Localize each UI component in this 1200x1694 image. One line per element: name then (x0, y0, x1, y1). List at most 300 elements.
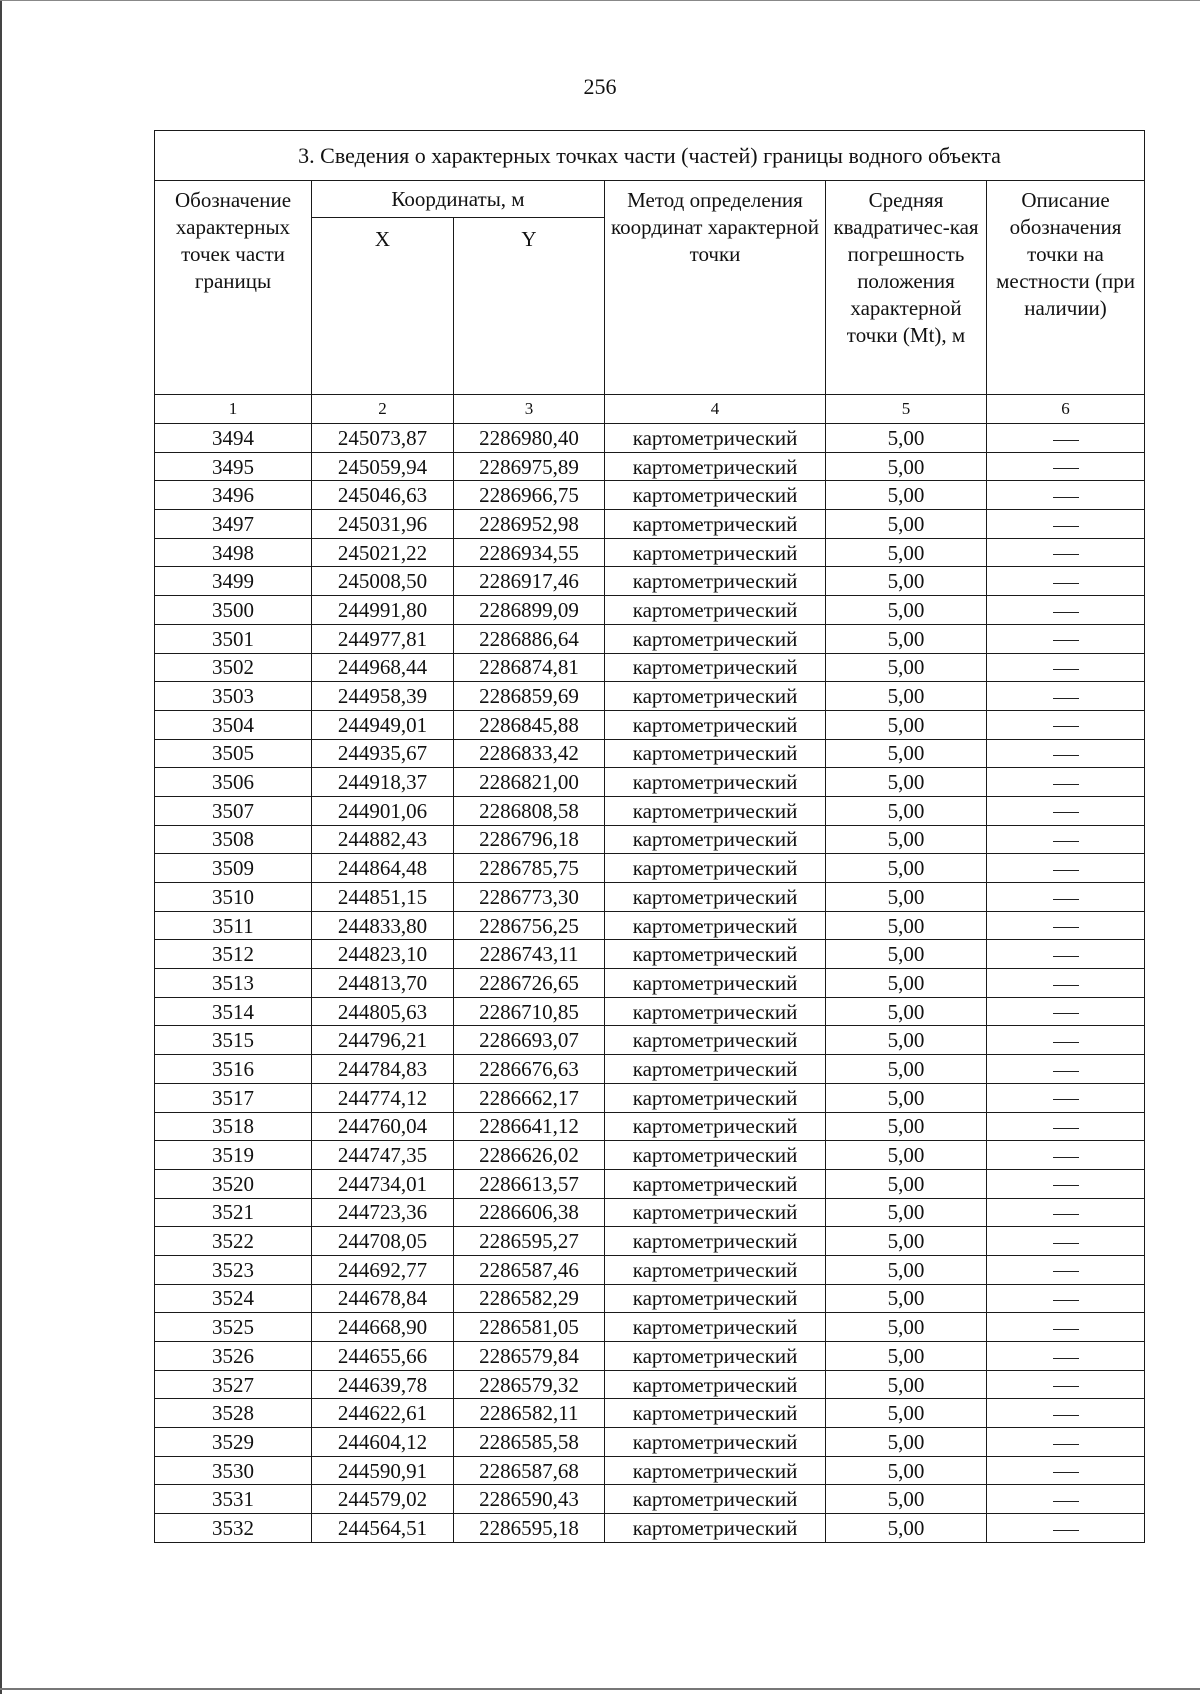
description-cell (987, 1169, 1145, 1198)
x-coordinate-cell: 244833,80 (312, 911, 454, 940)
point-id-cell: 3502 (155, 653, 312, 682)
method-cell: картометрический (605, 1227, 826, 1256)
description-cell (987, 682, 1145, 711)
y-coordinate-cell: 2286975,89 (454, 452, 605, 481)
method-cell: картометрический (605, 710, 826, 739)
header-y: Y (454, 218, 605, 395)
y-coordinate-cell: 2286582,11 (454, 1399, 605, 1428)
table-row (155, 1026, 1145, 1055)
dash-mark (1053, 985, 1079, 986)
table-row (155, 1055, 1145, 1084)
error-cell: 5,00 (826, 1342, 987, 1371)
error-cell: 5,00 (826, 1399, 987, 1428)
dash-mark (1053, 1329, 1079, 1330)
y-coordinate-cell: 2286582,29 (454, 1284, 605, 1313)
method-cell: картометрический (605, 911, 826, 940)
x-coordinate-cell: 245046,63 (312, 481, 454, 510)
point-id-cell: 3517 (155, 1083, 312, 1112)
method-cell: картометрический (605, 997, 826, 1026)
error-cell: 5,00 (826, 1055, 987, 1084)
error-cell: 5,00 (826, 596, 987, 625)
dash-mark (1053, 956, 1079, 957)
dash-mark (1053, 583, 1079, 584)
method-cell: картометрический (605, 1169, 826, 1198)
description-cell (987, 1456, 1145, 1485)
table-row (155, 682, 1145, 711)
column-number: 1 (155, 395, 312, 424)
dash-mark (1053, 1185, 1079, 1186)
dash-mark (1053, 1214, 1079, 1215)
scan-edge-bottom (0, 1688, 1200, 1690)
table-row (155, 1083, 1145, 1112)
dash-mark (1053, 1358, 1079, 1359)
table-row (155, 1342, 1145, 1371)
table-row (155, 1370, 1145, 1399)
table-row (155, 997, 1145, 1026)
error-cell: 5,00 (826, 825, 987, 854)
point-id-cell: 3497 (155, 510, 312, 539)
y-coordinate-cell: 2286710,85 (454, 997, 605, 1026)
method-cell: картометрический (605, 1370, 826, 1399)
point-id-cell: 3499 (155, 567, 312, 596)
dash-mark (1053, 927, 1079, 928)
table-row (155, 1284, 1145, 1313)
description-cell (987, 596, 1145, 625)
x-coordinate-cell: 244590,91 (312, 1456, 454, 1485)
method-cell: картометрический (605, 796, 826, 825)
table-row (155, 969, 1145, 998)
error-cell: 5,00 (826, 1456, 987, 1485)
method-cell: картометрический (605, 1198, 826, 1227)
y-coordinate-cell: 2286726,65 (454, 969, 605, 998)
description-cell (987, 1428, 1145, 1457)
description-cell (987, 854, 1145, 883)
description-cell (987, 1514, 1145, 1543)
table-row (155, 1399, 1145, 1428)
table-row (155, 739, 1145, 768)
method-cell: картометрический (605, 940, 826, 969)
description-cell (987, 1083, 1145, 1112)
boundary-points-table (154, 130, 1145, 1543)
point-id-cell: 3521 (155, 1198, 312, 1227)
column-number: 4 (605, 395, 826, 424)
y-coordinate-cell: 2286821,00 (454, 768, 605, 797)
description-cell (987, 1284, 1145, 1313)
y-coordinate-cell: 2286773,30 (454, 883, 605, 912)
method-cell: картометрический (605, 1055, 826, 1084)
method-cell: картометрический (605, 883, 826, 912)
x-coordinate-cell: 244678,84 (312, 1284, 454, 1313)
dash-mark (1053, 1271, 1079, 1272)
error-cell: 5,00 (826, 1428, 987, 1457)
description-cell (987, 624, 1145, 653)
table-row (155, 825, 1145, 854)
dash-mark (1053, 755, 1079, 756)
error-cell: 5,00 (826, 1255, 987, 1284)
error-cell: 5,00 (826, 1026, 987, 1055)
point-id-cell: 3496 (155, 481, 312, 510)
point-id-cell: 3495 (155, 452, 312, 481)
method-cell: картометрический (605, 1399, 826, 1428)
dash-mark (1053, 1071, 1079, 1072)
point-id-cell: 3522 (155, 1227, 312, 1256)
error-cell: 5,00 (826, 854, 987, 883)
method-cell: картометрический (605, 682, 826, 711)
description-cell (987, 1313, 1145, 1342)
description-cell (987, 1399, 1145, 1428)
y-coordinate-cell: 2286590,43 (454, 1485, 605, 1514)
dash-mark (1053, 899, 1079, 900)
point-id-cell: 3520 (155, 1169, 312, 1198)
error-cell: 5,00 (826, 739, 987, 768)
error-cell: 5,00 (826, 1198, 987, 1227)
point-id-cell: 3516 (155, 1055, 312, 1084)
x-coordinate-cell: 244708,05 (312, 1227, 454, 1256)
y-coordinate-cell: 2286587,68 (454, 1456, 605, 1485)
page-number: 256 (583, 74, 617, 99)
dash-mark (1053, 497, 1079, 498)
description-cell (987, 768, 1145, 797)
point-id-cell: 3506 (155, 768, 312, 797)
description-cell (987, 452, 1145, 481)
y-coordinate-cell: 2286859,69 (454, 682, 605, 711)
point-id-cell: 3494 (155, 424, 312, 453)
y-coordinate-cell: 2286899,09 (454, 596, 605, 625)
x-coordinate-cell: 245059,94 (312, 452, 454, 481)
point-id-cell: 3514 (155, 997, 312, 1026)
description-cell (987, 997, 1145, 1026)
x-coordinate-cell: 244668,90 (312, 1313, 454, 1342)
error-cell: 5,00 (826, 481, 987, 510)
error-cell: 5,00 (826, 796, 987, 825)
method-cell: картометрический (605, 1141, 826, 1170)
error-cell: 5,00 (826, 1485, 987, 1514)
error-cell: 5,00 (826, 768, 987, 797)
dash-mark (1053, 554, 1079, 555)
description-cell (987, 911, 1145, 940)
dash-mark (1053, 1501, 1079, 1502)
method-cell: картометрический (605, 1083, 826, 1112)
header-x: X (312, 218, 454, 395)
dash-mark (1053, 1300, 1079, 1301)
table-row (155, 911, 1145, 940)
y-coordinate-cell: 2286579,84 (454, 1342, 605, 1371)
y-coordinate-cell: 2286693,07 (454, 1026, 605, 1055)
point-id-cell: 3510 (155, 883, 312, 912)
y-coordinate-cell: 2286587,46 (454, 1255, 605, 1284)
dash-mark (1053, 669, 1079, 670)
y-coordinate-cell: 2286641,12 (454, 1112, 605, 1141)
error-cell: 5,00 (826, 1284, 987, 1313)
error-cell: 5,00 (826, 911, 987, 940)
x-coordinate-cell: 244882,43 (312, 825, 454, 854)
x-coordinate-cell: 244655,66 (312, 1342, 454, 1371)
point-id-cell: 3498 (155, 538, 312, 567)
table-row (155, 940, 1145, 969)
error-cell: 5,00 (826, 567, 987, 596)
method-cell: картометрический (605, 1342, 826, 1371)
dash-mark (1053, 870, 1079, 871)
error-cell: 5,00 (826, 710, 987, 739)
method-cell: картометрический (605, 1284, 826, 1313)
x-coordinate-cell: 244564,51 (312, 1514, 454, 1543)
x-coordinate-cell: 244734,01 (312, 1169, 454, 1198)
column-number: 2 (312, 395, 454, 424)
table-row (155, 1141, 1145, 1170)
method-cell: картометрический (605, 768, 826, 797)
dash-mark (1053, 440, 1079, 441)
table-row (155, 624, 1145, 653)
y-coordinate-cell: 2286581,05 (454, 1313, 605, 1342)
method-cell: картометрический (605, 452, 826, 481)
dash-mark (1053, 1013, 1079, 1014)
error-cell: 5,00 (826, 969, 987, 998)
description-cell (987, 1342, 1145, 1371)
dash-mark (1053, 726, 1079, 727)
header-description: Описание обозначения точки на местности (при наличии) (987, 181, 1145, 395)
method-cell: картометрический (605, 1313, 826, 1342)
point-id-cell: 3513 (155, 969, 312, 998)
x-coordinate-cell: 244622,61 (312, 1399, 454, 1428)
table-body (155, 424, 1145, 1543)
point-id-cell: 3526 (155, 1342, 312, 1371)
point-id-cell: 3503 (155, 682, 312, 711)
point-id-cell: 3504 (155, 710, 312, 739)
x-coordinate-cell: 244958,39 (312, 682, 454, 711)
table-row (155, 596, 1145, 625)
table-row (155, 481, 1145, 510)
y-coordinate-cell: 2286662,17 (454, 1083, 605, 1112)
dash-mark (1053, 1099, 1079, 1100)
error-cell: 5,00 (826, 424, 987, 453)
description-cell (987, 796, 1145, 825)
point-id-cell: 3528 (155, 1399, 312, 1428)
table-row (155, 1456, 1145, 1485)
description-cell (987, 1055, 1145, 1084)
method-cell: картометрический (605, 854, 826, 883)
method-cell: картометрический (605, 653, 826, 682)
dash-mark (1053, 698, 1079, 699)
table-row (155, 854, 1145, 883)
dash-mark (1053, 812, 1079, 813)
y-coordinate-cell: 2286966,75 (454, 481, 605, 510)
x-coordinate-cell: 244977,81 (312, 624, 454, 653)
dash-mark (1053, 1444, 1079, 1445)
method-cell: картометрический (605, 1026, 826, 1055)
error-cell: 5,00 (826, 1141, 987, 1170)
description-cell (987, 1227, 1145, 1256)
point-id-cell: 3507 (155, 796, 312, 825)
y-coordinate-cell: 2286980,40 (454, 424, 605, 453)
description-cell (987, 1198, 1145, 1227)
y-coordinate-cell: 2286595,18 (454, 1514, 605, 1543)
table-row (155, 1485, 1145, 1514)
description-cell (987, 567, 1145, 596)
description-cell (987, 653, 1145, 682)
x-coordinate-cell: 244805,63 (312, 997, 454, 1026)
description-cell (987, 883, 1145, 912)
point-id-cell: 3501 (155, 624, 312, 653)
error-cell: 5,00 (826, 682, 987, 711)
error-cell: 5,00 (826, 452, 987, 481)
column-number: 6 (987, 395, 1145, 424)
x-coordinate-cell: 244579,02 (312, 1485, 454, 1514)
table-row (155, 768, 1145, 797)
dash-mark (1053, 1157, 1079, 1158)
x-coordinate-cell: 244760,04 (312, 1112, 454, 1141)
y-coordinate-cell: 2286743,11 (454, 940, 605, 969)
x-coordinate-cell: 244813,70 (312, 969, 454, 998)
description-cell (987, 1370, 1145, 1399)
point-id-cell: 3511 (155, 911, 312, 940)
table-row (155, 1227, 1145, 1256)
error-cell: 5,00 (826, 510, 987, 539)
dash-mark (1053, 1243, 1079, 1244)
x-coordinate-cell: 244968,44 (312, 653, 454, 682)
error-cell: 5,00 (826, 940, 987, 969)
error-cell: 5,00 (826, 538, 987, 567)
dash-mark (1053, 841, 1079, 842)
point-id-cell: 3527 (155, 1370, 312, 1399)
x-coordinate-cell: 244864,48 (312, 854, 454, 883)
method-cell: картометрический (605, 1428, 826, 1457)
method-cell: картометрический (605, 538, 826, 567)
point-id-cell: 3523 (155, 1255, 312, 1284)
dash-mark (1053, 468, 1079, 469)
scan-edge-top (0, 0, 1200, 1)
dash-mark (1053, 526, 1079, 527)
header-error: Средняя квадратичес-кая погрешность положения характерной точки (Mt), м (826, 181, 987, 395)
description-cell (987, 1026, 1145, 1055)
description-cell (987, 1112, 1145, 1141)
x-coordinate-cell: 244774,12 (312, 1083, 454, 1112)
y-coordinate-cell: 2286845,88 (454, 710, 605, 739)
x-coordinate-cell: 244639,78 (312, 1370, 454, 1399)
description-cell (987, 1485, 1145, 1514)
description-cell (987, 424, 1145, 453)
table-row (155, 567, 1145, 596)
description-cell (987, 710, 1145, 739)
y-coordinate-cell: 2286585,58 (454, 1428, 605, 1457)
table-row (155, 1428, 1145, 1457)
header-coordinates: Координаты, м (312, 181, 605, 218)
y-coordinate-cell: 2286934,55 (454, 538, 605, 567)
point-id-cell: 3519 (155, 1141, 312, 1170)
point-id-cell: 3508 (155, 825, 312, 854)
description-cell (987, 739, 1145, 768)
x-coordinate-cell: 244723,36 (312, 1198, 454, 1227)
dash-mark (1053, 1530, 1079, 1531)
dash-mark (1053, 1042, 1079, 1043)
table-row (155, 538, 1145, 567)
y-coordinate-cell: 2286808,58 (454, 796, 605, 825)
point-id-cell: 3525 (155, 1313, 312, 1342)
error-cell: 5,00 (826, 1112, 987, 1141)
x-coordinate-cell: 245073,87 (312, 424, 454, 453)
method-cell: картометрический (605, 1255, 826, 1284)
x-coordinate-cell: 244949,01 (312, 710, 454, 739)
error-cell: 5,00 (826, 624, 987, 653)
y-coordinate-cell: 2286917,46 (454, 567, 605, 596)
table-row (155, 1255, 1145, 1284)
method-cell: картометрический (605, 1456, 826, 1485)
x-coordinate-cell: 244747,35 (312, 1141, 454, 1170)
method-cell: картометрический (605, 1485, 826, 1514)
dash-mark (1053, 1386, 1079, 1387)
dash-mark (1053, 1472, 1079, 1473)
table-row (155, 510, 1145, 539)
point-id-cell: 3531 (155, 1485, 312, 1514)
table-row (155, 796, 1145, 825)
description-cell (987, 1141, 1145, 1170)
method-cell: картометрический (605, 481, 826, 510)
description-cell (987, 538, 1145, 567)
error-cell: 5,00 (826, 1370, 987, 1399)
y-coordinate-cell: 2286796,18 (454, 825, 605, 854)
method-cell: картометрический (605, 567, 826, 596)
description-cell (987, 940, 1145, 969)
method-cell: картометрический (605, 825, 826, 854)
method-cell: картометрический (605, 739, 826, 768)
point-id-cell: 3500 (155, 596, 312, 625)
header-method: Метод определения координат характерной точки (605, 181, 826, 395)
y-coordinate-cell: 2286886,64 (454, 624, 605, 653)
x-coordinate-cell: 245008,50 (312, 567, 454, 596)
x-coordinate-cell: 244991,80 (312, 596, 454, 625)
method-cell: картометрический (605, 424, 826, 453)
x-coordinate-cell: 244692,77 (312, 1255, 454, 1284)
x-coordinate-cell: 244918,37 (312, 768, 454, 797)
x-coordinate-cell: 244784,83 (312, 1055, 454, 1084)
x-coordinate-cell: 244935,67 (312, 739, 454, 768)
x-coordinate-cell: 245031,96 (312, 510, 454, 539)
column-number: 5 (826, 395, 987, 424)
table-row (155, 883, 1145, 912)
description-cell (987, 825, 1145, 854)
point-id-cell: 3518 (155, 1112, 312, 1141)
table-row (155, 1198, 1145, 1227)
method-cell: картометрический (605, 624, 826, 653)
x-coordinate-cell: 244823,10 (312, 940, 454, 969)
column-number: 3 (454, 395, 605, 424)
x-coordinate-cell: 244604,12 (312, 1428, 454, 1457)
table-row (155, 1169, 1145, 1198)
y-coordinate-cell: 2286952,98 (454, 510, 605, 539)
table-title: 3. Сведения о характерных точках части (частей) границы водного объекта (155, 131, 1145, 181)
method-cell: картометрический (605, 510, 826, 539)
point-id-cell: 3532 (155, 1514, 312, 1543)
method-cell: картометрический (605, 969, 826, 998)
y-coordinate-cell: 2286874,81 (454, 653, 605, 682)
scan-edge (0, 0, 2, 1694)
y-coordinate-cell: 2286613,57 (454, 1169, 605, 1198)
error-cell: 5,00 (826, 653, 987, 682)
error-cell: 5,00 (826, 883, 987, 912)
dash-mark (1053, 640, 1079, 641)
error-cell: 5,00 (826, 1169, 987, 1198)
table-row (155, 1514, 1145, 1543)
y-coordinate-cell: 2286626,02 (454, 1141, 605, 1170)
x-coordinate-cell: 244901,06 (312, 796, 454, 825)
header-designation: Обозначение характерных точек части границы (155, 181, 312, 395)
table-row (155, 1313, 1145, 1342)
point-id-cell: 3512 (155, 940, 312, 969)
point-id-cell: 3529 (155, 1428, 312, 1457)
y-coordinate-cell: 2286606,38 (454, 1198, 605, 1227)
description-cell (987, 481, 1145, 510)
dash-mark (1053, 784, 1079, 785)
point-id-cell: 3515 (155, 1026, 312, 1055)
